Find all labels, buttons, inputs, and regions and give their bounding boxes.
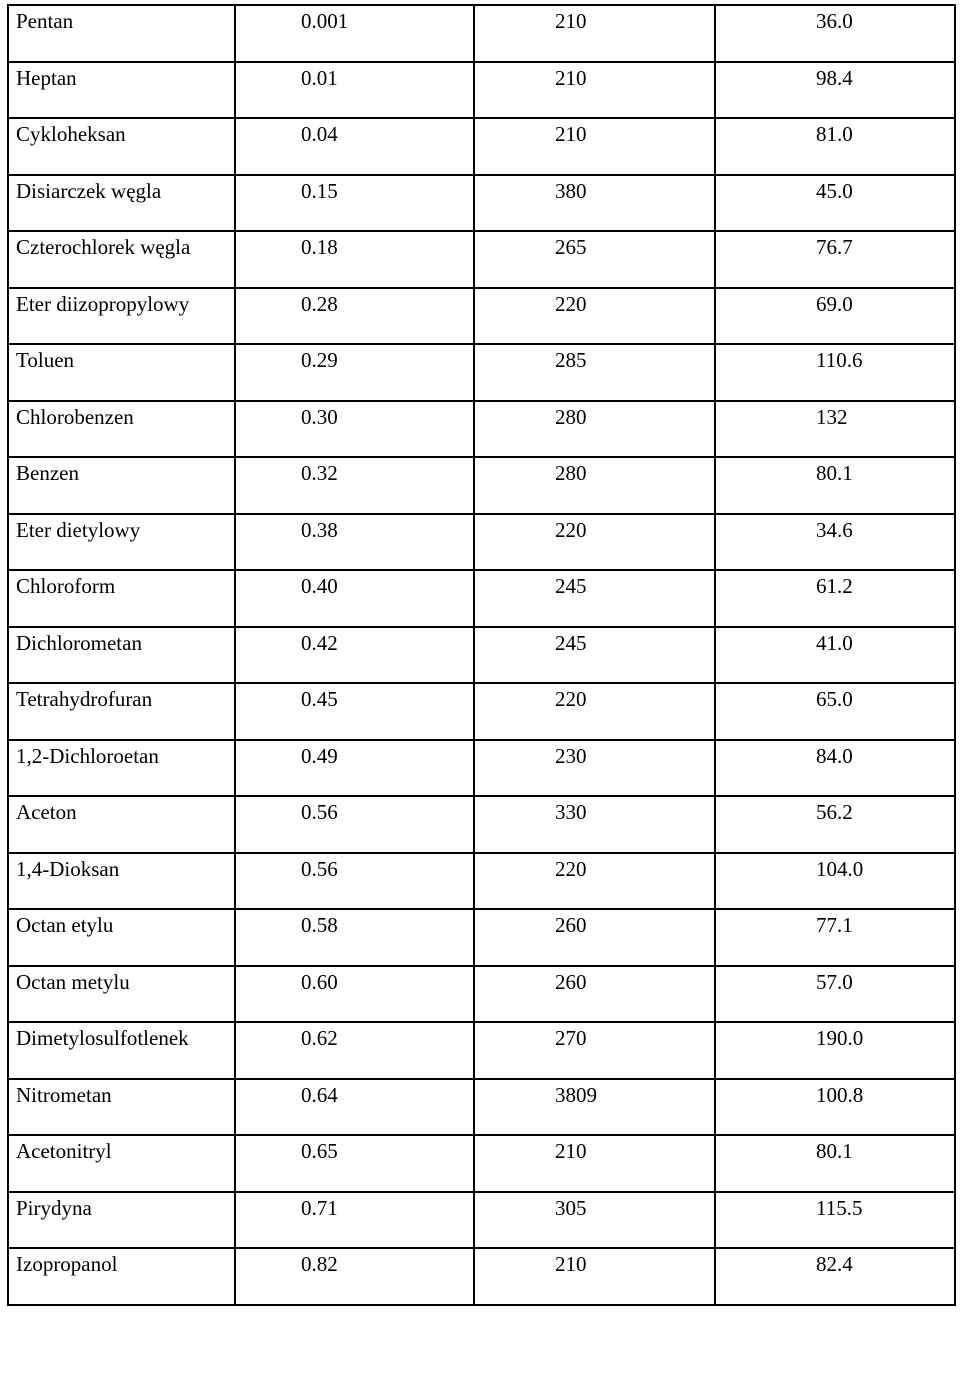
table-row [8, 231, 955, 288]
cell-text: Aceton [16, 800, 77, 824]
solvent-name-cell [8, 570, 235, 627]
cell-text: 3809 [555, 1082, 597, 1107]
uv-cutoff-cell [474, 853, 715, 910]
cell-text: 330 [555, 800, 587, 824]
table-row [8, 683, 955, 740]
eluent-strength-cell [235, 514, 474, 571]
cell-text: 220 [555, 517, 587, 542]
cell-text: Tetrahydrofuran [16, 687, 153, 711]
cell-text: 56.2 [816, 800, 853, 824]
cell-text: 0.42 [301, 630, 338, 655]
boiling-point-cell [715, 740, 955, 797]
table-row [8, 909, 955, 966]
boiling-point-cell [715, 344, 955, 401]
cell-text: 0.64 [301, 1082, 338, 1107]
uv-cutoff-cell [474, 627, 715, 684]
table-row [8, 175, 955, 232]
eluent-strength-cell [235, 853, 474, 910]
cell-text: 77.1 [816, 913, 853, 937]
cell-text: 0.04 [301, 122, 338, 146]
cell-text: 0.62 [301, 1026, 338, 1050]
cell-text: 260 [555, 969, 587, 994]
cell-text: 65.0 [816, 687, 853, 711]
cell-text: 305 [555, 1195, 587, 1220]
cell-text: 220 [555, 291, 587, 316]
cell-text: 0.29 [301, 348, 338, 372]
cell-text: 80.1 [816, 1139, 853, 1163]
cell-text: 245 [555, 574, 587, 598]
eluent-strength-cell [235, 118, 474, 175]
cell-text: Chloroform [16, 574, 116, 598]
uv-cutoff-cell [474, 175, 715, 232]
solvent-name-cell [8, 853, 235, 910]
solvent-name-cell [8, 740, 235, 797]
solvent-name-cell [8, 62, 235, 119]
cell-text: 210 [555, 1139, 587, 1163]
eluent-strength-cell [235, 1079, 474, 1136]
cell-text: 380 [555, 178, 587, 203]
cell-text: 230 [555, 743, 587, 768]
cell-text: 1,4-Dioksan [16, 856, 120, 881]
table-row [8, 457, 955, 514]
cell-text: 45.0 [816, 178, 853, 203]
cell-text: 84.0 [816, 743, 853, 768]
eluent-strength-cell [235, 457, 474, 514]
eluent-strength-cell [235, 1248, 474, 1305]
cell-text: 0.71 [301, 1195, 338, 1220]
boiling-point-cell [715, 909, 955, 966]
uv-cutoff-cell [474, 1022, 715, 1079]
uv-cutoff-cell [474, 457, 715, 514]
solvent-name-cell [8, 627, 235, 684]
boiling-point-cell [715, 1022, 955, 1079]
solvent-table-body [8, 5, 955, 1305]
boiling-point-cell [715, 457, 955, 514]
eluent-strength-cell [235, 1192, 474, 1249]
table-row [8, 1192, 955, 1249]
eluent-strength-cell [235, 627, 474, 684]
cell-text: 80.1 [816, 461, 853, 485]
cell-text: Eter dietylowy [16, 517, 141, 542]
uv-cutoff-cell [474, 909, 715, 966]
cell-text: 110.6 [816, 348, 863, 372]
cell-text: 100.8 [816, 1082, 864, 1107]
cell-text: 210 [555, 65, 587, 90]
cell-text: 34.6 [816, 517, 853, 542]
eluent-strength-cell [235, 570, 474, 627]
cell-text: 0.30 [301, 404, 338, 429]
table-row [8, 740, 955, 797]
uv-cutoff-cell [474, 570, 715, 627]
cell-text: 0.32 [301, 461, 338, 485]
uv-cutoff-cell [474, 1192, 715, 1249]
solvent-name-cell [8, 1192, 235, 1249]
boiling-point-cell [715, 175, 955, 232]
solvent-name-cell [8, 966, 235, 1023]
table-row [8, 401, 955, 458]
cell-text: 270 [555, 1026, 587, 1050]
table-row [8, 288, 955, 345]
boiling-point-cell [715, 683, 955, 740]
uv-cutoff-cell [474, 401, 715, 458]
eluent-strength-cell [235, 966, 474, 1023]
cell-text: Dichlorometan [16, 630, 142, 655]
cell-text: 0.58 [301, 913, 338, 937]
cell-text: 210 [555, 9, 587, 33]
cell-text: 82.4 [816, 1252, 853, 1276]
eluent-strength-cell [235, 175, 474, 232]
eluent-strength-cell [235, 1135, 474, 1192]
cell-text: 210 [555, 1252, 587, 1276]
solvent-name-cell [8, 457, 235, 514]
cell-text: 36.0 [816, 9, 853, 33]
cell-text: Izopropanol [16, 1252, 118, 1276]
eluent-strength-cell [235, 401, 474, 458]
cell-text: 104.0 [816, 856, 864, 881]
cell-text: 0.65 [301, 1139, 338, 1163]
cell-text: 57.0 [816, 969, 853, 994]
eluent-strength-cell [235, 62, 474, 119]
cell-text: 265 [555, 235, 587, 259]
uv-cutoff-cell [474, 683, 715, 740]
boiling-point-cell [715, 62, 955, 119]
cell-text: Dimetylosulfotlenek [16, 1026, 189, 1050]
uv-cutoff-cell [474, 1135, 715, 1192]
solvent-name-cell [8, 5, 235, 62]
table-row [8, 118, 955, 175]
cell-text: 132 [816, 404, 848, 429]
eluent-strength-cell [235, 740, 474, 797]
eluent-strength-cell [235, 288, 474, 345]
cell-text: 41.0 [816, 630, 853, 655]
cell-text: 220 [555, 687, 587, 711]
cell-text: Czterochlorek węgla [16, 235, 191, 259]
cell-text: 0.18 [301, 235, 338, 259]
cell-text: 0.45 [301, 687, 338, 711]
uv-cutoff-cell [474, 1248, 715, 1305]
cell-text: 0.38 [301, 517, 338, 542]
uv-cutoff-cell [474, 1079, 715, 1136]
solvent-name-cell [8, 1079, 235, 1136]
boiling-point-cell [715, 401, 955, 458]
cell-text: 0.28 [301, 291, 338, 316]
solvent-name-cell [8, 344, 235, 401]
cell-text: 81.0 [816, 122, 853, 146]
eluent-strength-cell [235, 5, 474, 62]
cell-text: 1,2-Dichloroetan [16, 743, 159, 768]
solvent-name-cell [8, 1135, 235, 1192]
boiling-point-cell [715, 514, 955, 571]
cell-text: 0.001 [301, 9, 349, 33]
table-row [8, 796, 955, 853]
boiling-point-cell [715, 1248, 955, 1305]
cell-text: 285 [555, 348, 587, 372]
cell-text: Cykloheksan [16, 122, 126, 146]
boiling-point-cell [715, 1135, 955, 1192]
eluent-strength-cell [235, 344, 474, 401]
table-row [8, 627, 955, 684]
uv-cutoff-cell [474, 740, 715, 797]
cell-text: Acetonitryl [16, 1139, 112, 1163]
table-row [8, 570, 955, 627]
solvent-name-cell [8, 401, 235, 458]
cell-text: 61.2 [816, 574, 853, 598]
eluent-strength-cell [235, 796, 474, 853]
cell-text: 260 [555, 913, 587, 937]
cell-text: Pentan [16, 9, 74, 33]
solvent-name-cell [8, 514, 235, 571]
boiling-point-cell [715, 627, 955, 684]
uv-cutoff-cell [474, 62, 715, 119]
cell-text: 190.0 [816, 1026, 864, 1050]
cell-text: 220 [555, 856, 587, 881]
eluent-strength-cell [235, 683, 474, 740]
uv-cutoff-cell [474, 344, 715, 401]
table-row [8, 1079, 955, 1136]
solvent-name-cell [8, 1022, 235, 1079]
cell-text: 280 [555, 461, 587, 485]
boiling-point-cell [715, 966, 955, 1023]
cell-text: 210 [555, 122, 587, 146]
uv-cutoff-cell [474, 231, 715, 288]
boiling-point-cell [715, 5, 955, 62]
solvent-name-cell [8, 683, 235, 740]
cell-text: 0.56 [301, 856, 338, 881]
boiling-point-cell [715, 1079, 955, 1136]
solvent-name-cell [8, 796, 235, 853]
cell-text: 0.15 [301, 178, 338, 203]
boiling-point-cell [715, 118, 955, 175]
cell-text: Eter diizopropylowy [16, 291, 190, 316]
cell-text: 76.7 [816, 235, 853, 259]
table-row [8, 1135, 955, 1192]
cell-text: 0.40 [301, 574, 338, 598]
cell-text: 245 [555, 630, 587, 655]
table-row [8, 62, 955, 119]
uv-cutoff-cell [474, 5, 715, 62]
solvent-name-cell [8, 288, 235, 345]
cell-text: Pirydyna [16, 1195, 92, 1220]
solvent-name-cell [8, 118, 235, 175]
boiling-point-cell [715, 853, 955, 910]
cell-text: 0.60 [301, 969, 338, 994]
cell-text: Chlorobenzen [16, 404, 134, 429]
cell-text: Octan metylu [16, 969, 130, 994]
cell-text: 0.56 [301, 800, 338, 824]
uv-cutoff-cell [474, 514, 715, 571]
cell-text: Benzen [16, 461, 79, 485]
cell-text: 115.5 [816, 1195, 863, 1220]
eluent-strength-cell [235, 231, 474, 288]
boiling-point-cell [715, 288, 955, 345]
table-row [8, 514, 955, 571]
boiling-point-cell [715, 231, 955, 288]
solvent-name-cell [8, 175, 235, 232]
eluent-strength-cell [235, 909, 474, 966]
solvent-name-cell [8, 1248, 235, 1305]
solvent-name-cell [8, 909, 235, 966]
table-row [8, 966, 955, 1023]
boiling-point-cell [715, 1192, 955, 1249]
solvent-name-cell [8, 231, 235, 288]
cell-text: Toluen [16, 348, 75, 372]
cell-text: 0.82 [301, 1252, 338, 1276]
uv-cutoff-cell [474, 288, 715, 345]
cell-text: 69.0 [816, 291, 853, 316]
cell-text: Disiarczek węgla [16, 178, 162, 203]
boiling-point-cell [715, 570, 955, 627]
cell-text: 0.49 [301, 743, 338, 768]
cell-text: Octan etylu [16, 913, 114, 937]
cell-text: 280 [555, 404, 587, 429]
table-row [8, 1248, 955, 1305]
table-row [8, 1022, 955, 1079]
table-row [8, 344, 955, 401]
solvent-table [7, 4, 956, 1306]
uv-cutoff-cell [474, 796, 715, 853]
boiling-point-cell [715, 796, 955, 853]
cell-text: Nitrometan [16, 1082, 112, 1107]
cell-text: 98.4 [816, 65, 853, 90]
cell-text: Heptan [16, 65, 77, 90]
table-row [8, 853, 955, 910]
cell-text: 0.01 [301, 65, 338, 90]
table-row [8, 5, 955, 62]
uv-cutoff-cell [474, 118, 715, 175]
uv-cutoff-cell [474, 966, 715, 1023]
eluent-strength-cell [235, 1022, 474, 1079]
